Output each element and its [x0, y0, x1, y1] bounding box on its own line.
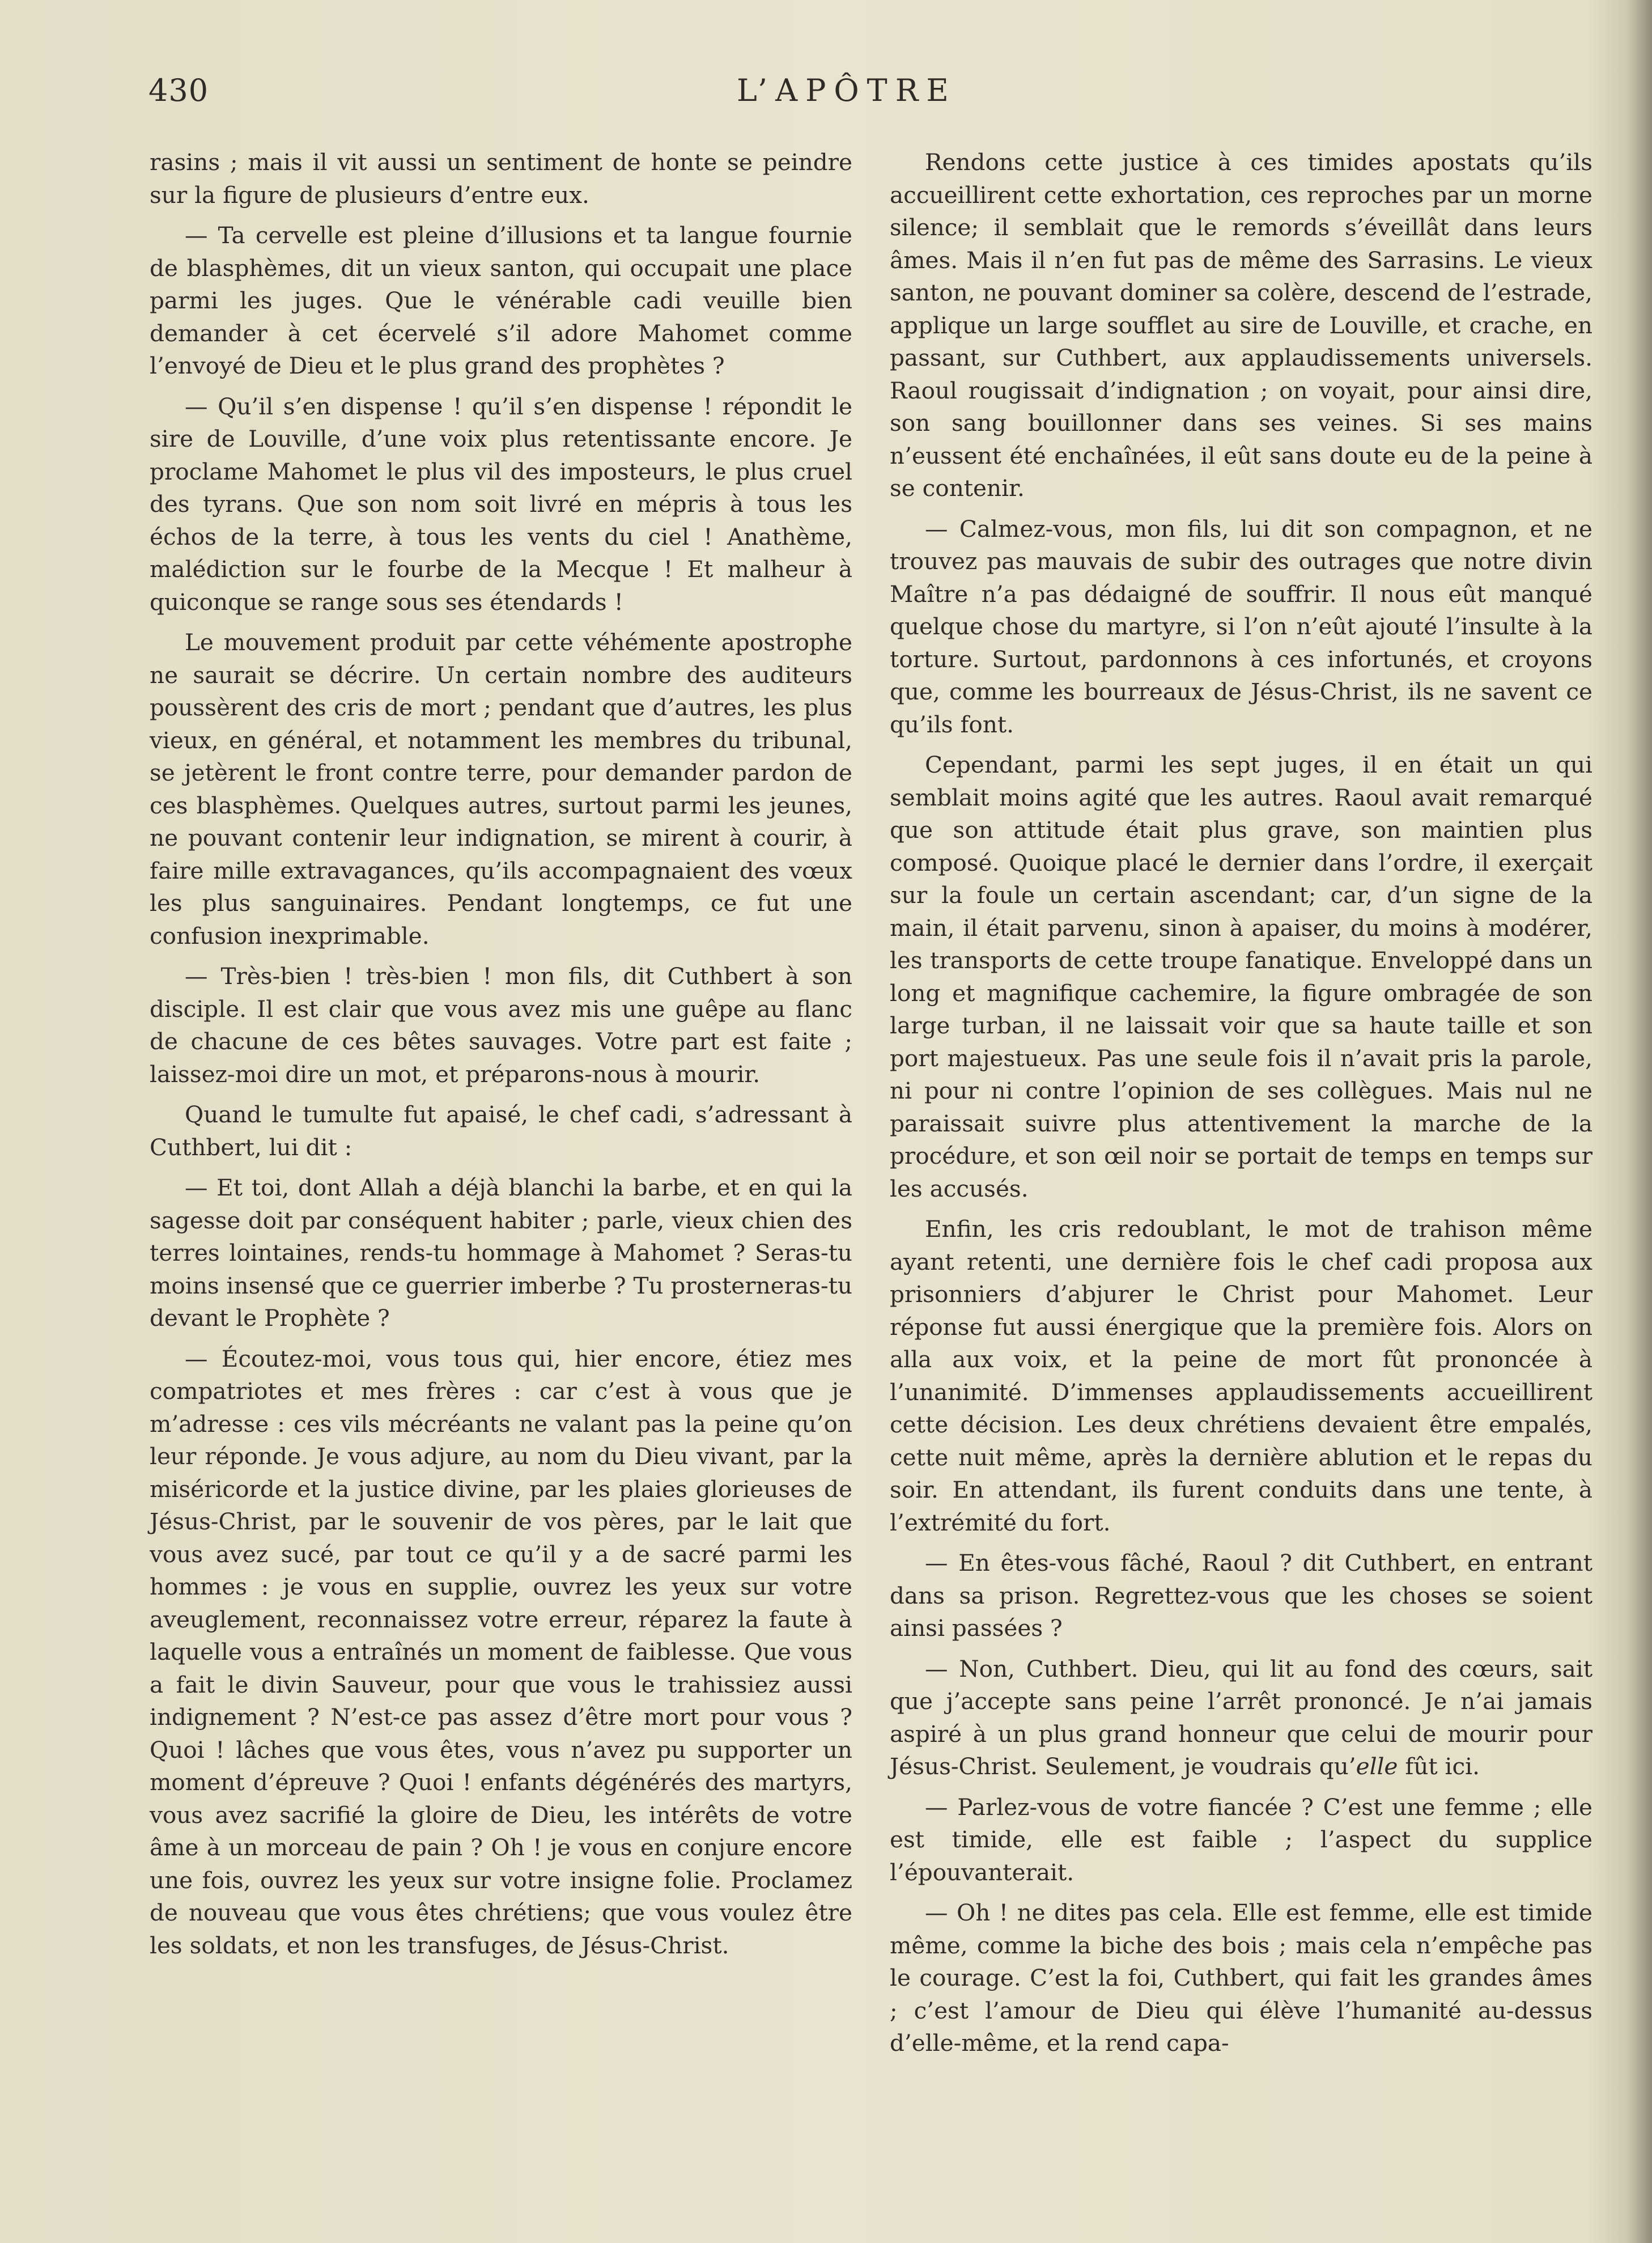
running-title: L’APÔTRE — [737, 73, 957, 108]
right-column — [890, 146, 1592, 2068]
paragraph: Cependant, parmi les sept juges, il en était un qui semblait moins agité que les autres. Raoul avait remarqué que son attitude était plus grave, son maintien plus composé. Quoique placé le dernier dans l’ordre, il exerçait sur la foule un certain ascendant; car, d’un signe de la main, il était parvenu, sinon à apaiser, du moins à modérer, les transports de cette troupe fanatique. Enveloppé dans un long et magnifique cachemire, la figure ombragée de son large turban, il ne laissait voir que sa haute taille et son port majestueux. Pas une seule fois il n’avait pris la parole, ni pour ni contre l’opinion de ses collègues. Mais nul ne paraissait suivre plus attentivement la marche de la procédure, et son œil noir se portait de temps en temps sur les accusés. — [890, 751, 1592, 1202]
paragraph: Rendons cette justice à ces timides apostats qu’ils accueillirent cette exhortation, ces reproches par un morne silence; il semblait que le remords s’éveillât dans leurs âmes. Mais il n’en fut pas de même des Sarrasins. Le vieux santon, ne pouvant dominer sa colère, descend de l’estrade, applique un large soufflet au sire de Louville, et crache, en passant, sur Cuthbert, aux applaudissements universels. Raoul rougissait d’indignation ; on voyait, pour ainsi dire, son sang bouillonner dans ses veines. Si ses mains n’eussent été enchaînées, il eût sans doute eu de la peine à se contenir. — [890, 149, 1592, 502]
left-column — [150, 146, 852, 1970]
paragraph: — Calmez-vous, mon fils, lui dit son compagnon, et ne trouvez pas mauvais de subir des outrages que notre divin Maître n’a pas dédaigné de souffrir. Il nous eût manqué quelque chose du martyre, si l’on n’eût ajouté l’insulte à la torture. Surtout, pardonnons à ces infortunés, et croyons que, comme les bourreaux de Jésus-Christ, ils ne savent ce qu’ils font. — [890, 515, 1592, 738]
paragraph: Le mouvement produit par cette véhémente apostrophe ne saurait se décrire. Un certain nombre des auditeurs poussèrent des cris de mort ; pendant que d’autres, les plus vieux, en général, et notamment les membres du tribunal, se jetèrent le front contre terre, pour demander pardon de ces blasphèmes. Quelques autres, surtout parmi les jeunes, ne pouvant contenir leur indignation, se mirent à courir, à faire mille extravagances, qu’ils accompagnaient des vœux les plus sanguinaires. Pendant longtemps, ce fut une confusion inexprimable. — [150, 629, 852, 949]
paragraph: — Qu’il s’en dispense ! qu’il s’en dispense ! répondit le sire de Louville, d’une voix plus retentissante encore. Je proclame Mahomet le plus vil des imposteurs, le plus cruel des tyrans. Que son nom soit livré en mépris à tous les échos de la terre, à tous les vents du ciel ! Anathème, malédiction sur le fourbe de la Mecque ! Et malheur à quiconque se range sous ses étendards ! — [150, 392, 852, 616]
paragraph: — Et toi, dont Allah a déjà blanchi la barbe, et en qui la sagesse doit par conséquent habiter ; parle, vieux chien des terres lointaines, rends-tu hommage à Mahomet ? Seras-tu moins insensé que ce guerrier imberbe ? Tu prosterneras-tu devant le Prophète ? — [150, 1174, 852, 1332]
paragraph: — En êtes-vous fâché, Raoul ? dit Cuthbert, en entrant dans sa prison. Regrettez-vous que les choses se soient ainsi passées ? — [890, 1549, 1592, 1642]
paragraph: — Oh ! ne dites pas cela. Elle est femme, elle est timide même, comme la biche des bois ; mais cela n’empêche pas le courage. C’est la foi, Cuthbert, qui fait les grandes âmes ; c’est l’amour de Dieu qui élève l’humanité au-dessus d’elle-même, et la rend capa- — [890, 1899, 1592, 2057]
paragraph-text: — Non, Cuthbert. Dieu, qui lit au fond des cœurs, sait que j’accepte sans peine l’arrêt prononcé. Je n’ai jamais aspiré à un plus grand honneur que celui de mourir pour Jésus-Christ. Seulement, je voudrais qu’ — [890, 1655, 1592, 1780]
paragraph-text: fût ici. — [1398, 1753, 1480, 1780]
paragraph: Quand le tumulte fut apaisé, le chef cadi, s’adressant à Cuthbert, lui dit : — [150, 1101, 852, 1161]
paragraph: rasins ; mais il vit aussi un sentiment de honte se peindre sur la figure de plusieurs d’entre eux. — [150, 149, 852, 209]
page-number: 430 — [148, 73, 209, 108]
paragraph: — Très-bien ! très-bien ! mon fils, dit Cuthbert à son disciple. Il est clair que vous avez mis une guêpe au flanc de chacune de ces bêtes sauvages. Votre part est faite ; laissez-moi dire un mot, et préparons-nous à mourir. — [150, 963, 852, 1088]
paragraph — [890, 1653, 1592, 1783]
paragraph: — Écoutez-moi, vous tous qui, hier encore, étiez mes compatriotes et mes frères : car c’est à vous que je m’adresse : ces vils mécréants ne valant pas la peine qu’on leur réponde. Je vous adjure, au nom du Dieu vivant, par la miséricorde et la justice divine, par les plaies glorieuses de Jésus-Christ, par le souvenir de vos pères, par le lait que vous avez sucé, par tout ce qu’il y a de sacré parmi les hommes : je vous en supplie, ouvrez les yeux sur votre aveuglement, reconnaissez votre erreur, réparez la faute à laquelle vous a entraînés un moment de faiblesse. Que vous a fait le divin Sauveur, pour que vous le trahissiez aussi indignement ? N’est-ce pas assez d’être mort pour vous ? Quoi ! lâches que vous êtes, vous n’avez pu supporter un moment d’épreuve ? Quoi ! enfants dégénérés des martyrs, vous avez sacrifié la gloire de Dieu, les intérêts de votre âme à un morceau de pain ? Oh ! je vous en conjure encore une fois, ouvrez les yeux sur votre insigne folie. Proclamez de nouveau que vous êtes chrétiens; que vous voulez être les soldats, et non les transfuges, de Jésus-Christ. — [150, 1345, 852, 1959]
emphasis-text: elle — [1356, 1753, 1398, 1780]
paragraph: — Ta cervelle est pleine d’illusions et ta langue fournie de blasphèmes, dit un vieux santon, qui occupait une place parmi les juges. Que le vénérable cadi veuille bien demander à cet écervelé s’il adore Mahomet comme l’envoyé de Dieu et le plus grand des prophètes ? — [150, 222, 852, 379]
paragraph: — Parlez-vous de votre fiancée ? C’est une femme ; elle est timide, elle est faible ; l’aspect du supplice l’épouvanterait. — [890, 1793, 1592, 1886]
paragraph: Enfin, les cris redoublant, le mot de trahison même ayant retenti, une dernière fois le chef cadi proposa aux prisonniers d’abjurer le Christ pour Mahomet. Leur réponse fut aussi énergique que la première fois. Alors on alla aux voix, et la peine de mort fût prononcée à l’unanimité. D’immenses applaudissements accueillirent cette décision. Les deux chrétiens devaient être empalés, cette nuit même, après la dernière ablution et le repas du soir. En attendant, ils furent conduits dans une tente, à l’extrémité du fort. — [890, 1215, 1592, 1536]
